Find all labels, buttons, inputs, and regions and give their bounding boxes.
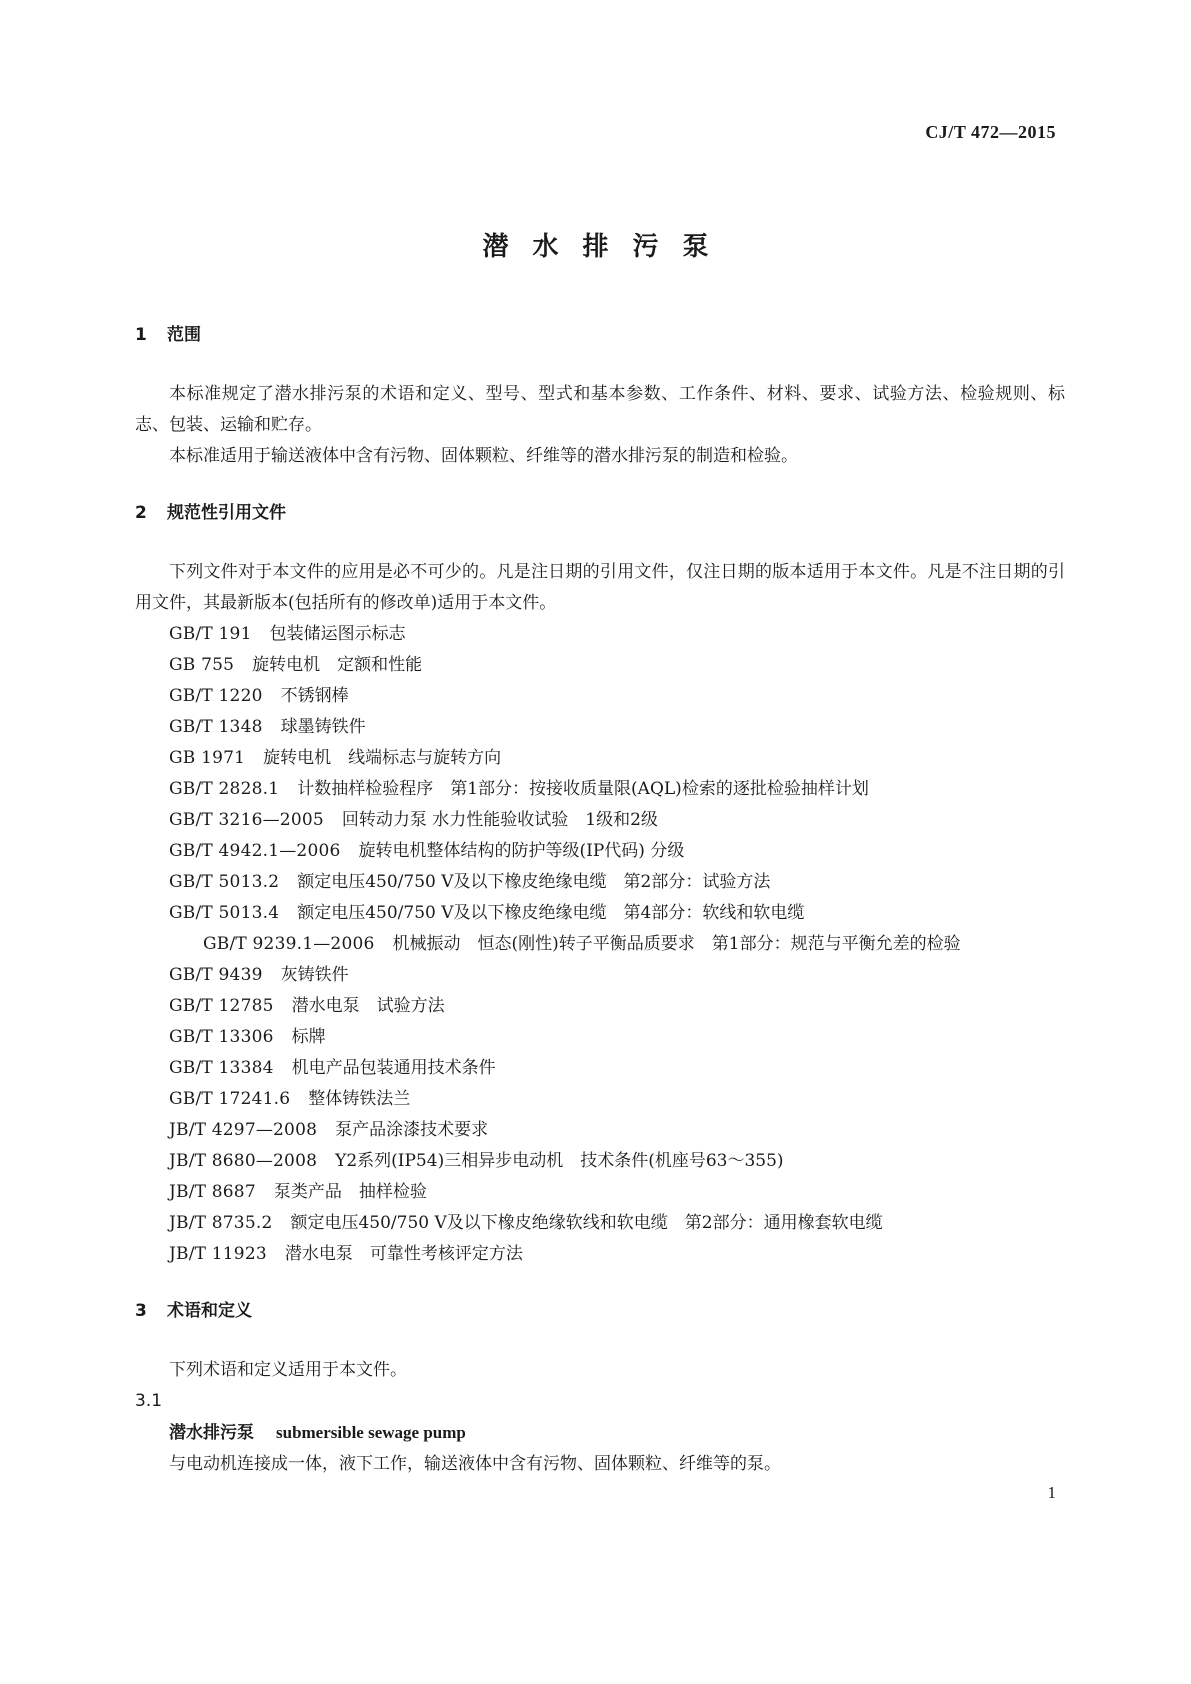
reference-title: 额定电压450/750 V及以下橡皮绝缘软线和软电缆 第2部分：通用橡套软电缆 xyxy=(290,1213,883,1233)
reference-code: GB/T 5013.4 xyxy=(169,903,280,923)
reference-code: GB/T 191 xyxy=(169,624,252,644)
reference-item xyxy=(135,712,1065,743)
reference-title: 包装储运图示标志 xyxy=(269,624,406,644)
reference-title: 潜水电泵 试验方法 xyxy=(291,996,445,1016)
section-title: 范围 xyxy=(167,325,201,345)
reference-title: 球墨铸铁件 xyxy=(280,717,366,737)
reference-title: 灰铸铁件 xyxy=(280,965,349,985)
term-line xyxy=(135,1417,1065,1449)
reference-code: JB/T 8735.2 xyxy=(169,1213,273,1233)
reference-code: GB/T 5013.2 xyxy=(169,872,280,892)
reference-item xyxy=(135,867,1065,898)
reference-item xyxy=(135,650,1065,681)
reference-item xyxy=(135,774,1065,805)
reference-title: 泵产品涂漆技术要求 xyxy=(335,1120,489,1140)
reference-item xyxy=(135,681,1065,712)
reference-title: 旋转电机整体结构的防护等级(IP代码) 分级 xyxy=(358,841,685,861)
reference-code: JB/T 4297—2008 xyxy=(169,1120,318,1140)
reference-title: 额定电压450/750 V及以下橡皮绝缘电缆 第2部分：试验方法 xyxy=(297,872,771,892)
document-body xyxy=(135,320,1065,1480)
reference-code: JB/T 11923 xyxy=(169,1244,267,1264)
reference-title: 整体铸铁法兰 xyxy=(308,1089,411,1109)
reference-title: 标牌 xyxy=(291,1027,326,1047)
section-number: 3 xyxy=(135,1301,147,1321)
reference-item xyxy=(135,1146,1065,1177)
reference-title: 机电产品包装通用技术条件 xyxy=(291,1058,496,1078)
reference-code: GB/T 17241.6 xyxy=(169,1089,291,1109)
section-number: 2 xyxy=(135,503,147,523)
section-title: 规范性引用文件 xyxy=(167,503,286,523)
reference-title: 旋转电机 线端标志与旋转方向 xyxy=(263,748,502,768)
reference-code: JB/T 8680—2008 xyxy=(169,1151,318,1171)
reference-code: GB/T 1348 xyxy=(169,717,263,737)
reference-item xyxy=(135,898,1065,929)
reference-item xyxy=(135,929,1065,960)
scope-paragraph: 本标准适用于输送液体中含有污物、固体颗粒、纤维等的潜水排污泵的制造和检验。 xyxy=(169,446,798,466)
reference-item xyxy=(135,1208,1065,1239)
reference-item xyxy=(135,960,1065,991)
reference-code: GB/T 4942.1—2006 xyxy=(169,841,341,861)
reference-title: 机械振动 恒态(刚性)转子平衡品质要求 第1部分：规范与平衡允差的检验 xyxy=(392,934,961,954)
reference-title: 计数抽样检验程序 第1部分：按接收质量限(AQL)检索的逐批检验抽样计划 xyxy=(297,779,869,799)
reference-code: GB/T 13306 xyxy=(169,1027,274,1047)
section-2-heading xyxy=(135,498,1065,529)
scope-paragraph: 本标准规定了潜水排污泵的术语和定义、型号、型式和基本参数、工作条件、材料、要求、试验方法、检验规则、标志、包装、运输和贮存。 xyxy=(135,384,1065,435)
reference-item xyxy=(135,805,1065,836)
section-1-heading xyxy=(135,320,1065,351)
reference-code: GB 1971 xyxy=(169,748,246,768)
reference-item xyxy=(135,1022,1065,1053)
reference-item xyxy=(135,743,1065,774)
reference-item xyxy=(135,1053,1065,1084)
reference-code: GB/T 3216—2005 xyxy=(169,810,324,830)
reference-item xyxy=(135,991,1065,1022)
reference-title: 潜水电泵 可靠性考核评定方法 xyxy=(284,1244,523,1264)
reference-title: 不锈钢棒 xyxy=(280,686,349,706)
reference-item xyxy=(135,836,1065,867)
reference-title: Y2系列(IP54)三相异步电动机 技术条件(机座号63～355) xyxy=(335,1151,784,1171)
section-number: 1 xyxy=(135,325,147,345)
document-code: CJ/T 472—2015 xyxy=(925,122,1056,142)
reference-item xyxy=(135,1239,1065,1270)
document-title: 潜水排污泵 xyxy=(482,232,733,262)
reference-code: GB/T 9439 xyxy=(169,965,263,985)
reference-item xyxy=(135,1115,1065,1146)
reference-title: 旋转电机 定额和性能 xyxy=(252,655,423,675)
reference-item xyxy=(135,1084,1065,1115)
reference-title: 回转动力泵 水力性能验收试验 1级和2级 xyxy=(341,810,658,830)
reference-code: GB/T 9239.1—2006 xyxy=(203,934,375,954)
reference-item xyxy=(135,1177,1065,1208)
reference-code: GB/T 13384 xyxy=(169,1058,274,1078)
reference-title: 泵类产品 抽样检验 xyxy=(273,1182,427,1202)
reference-code: GB/T 12785 xyxy=(169,996,274,1016)
reference-code: GB/T 1220 xyxy=(169,686,263,706)
term-number: 3.1 xyxy=(135,1391,163,1411)
reference-title: 额定电压450/750 V及以下橡皮绝缘电缆 第4部分：软线和软电缆 xyxy=(297,903,805,923)
section-3-heading xyxy=(135,1296,1065,1327)
reference-code: GB/T 2828.1 xyxy=(169,779,280,799)
page-number: 1 xyxy=(1047,1483,1056,1502)
references-intro: 下列文件对于本文件的应用是必不可少的。凡是注日期的引用文件，仅注日期的版本适用于本文件。凡是不注日期的引用文件，其最新版本(包括所有的修改单)适用于本文件。 xyxy=(135,562,1065,613)
terms-intro: 下列术语和定义适用于本文件。 xyxy=(169,1360,407,1380)
reference-code: GB 755 xyxy=(169,655,235,675)
term-chinese: 潜水排污泵 xyxy=(169,1423,254,1443)
term-definition: 与电动机连接成一体，液下工作，输送液体中含有污物、固体颗粒、纤维等的泵。 xyxy=(169,1454,781,1474)
section-title: 术语和定义 xyxy=(167,1301,252,1321)
term-english: submersible sewage pump xyxy=(276,1423,466,1442)
reference-code: JB/T 8687 xyxy=(169,1182,256,1202)
reference-item xyxy=(135,619,1065,650)
